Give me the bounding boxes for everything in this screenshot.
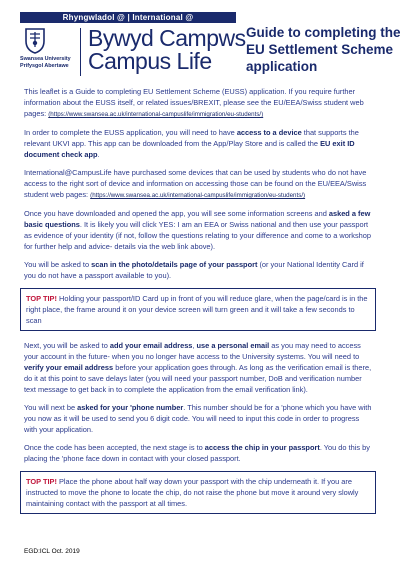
university-name-cy: Prifysgol Abertawe: [20, 62, 69, 69]
email-text-a: Next, you will be asked to: [24, 341, 110, 350]
questions-text-c: . It is likely you will click YES: I am an EEA or Swiss national and then use your passport as evidence of your identity (if not, follow the questions relating to your difference and come to a workshop for further help and advice- details via the web link above).: [24, 220, 372, 251]
top-tip-label: TOP TIP!: [26, 294, 57, 303]
device-text-e: .: [97, 150, 100, 159]
email-text-g: before your application goes through. As long as the verification email is there, do it at this point to save delays later (you will need your passport number, DoB and verification number text message to get back in to complete the application from the email verification link).: [24, 363, 372, 394]
devices-text: International@CampusLife have purchased some devices that can be used by students who do not have access to the right sort of device and information on accessing those can be found on the EU/EEA/Swiss student web pages:: [24, 168, 367, 199]
paragraph-email: [24, 340, 372, 395]
top-tip-text: Holding your passport/ID Card up in front of you will reduce glare, when the page/card is in the right place, the frame around it on your device screen will turn green and it will take a few seconds to scan: [26, 294, 368, 325]
paragraph-chip: [24, 442, 372, 464]
top-tip-text: Place the phone about half way down your passport with the chip underneath it. If you are instructed to move the phone to locate the chip, do not raise the phone but move it around very slowly maintaining contact with the passport at all times.: [26, 477, 359, 508]
intro-text: This leaflet is a Guide to completing EU Settlement Scheme (EUSS) application. If you require further information about the EUSS itself, or related issues/BREXIT, please see the EU/EEA/Swiss student web pages:: [24, 87, 364, 118]
paragraph-questions: [24, 208, 372, 252]
paragraph-device: [24, 127, 372, 160]
device-text-a: In order to complete the EUSS application, you will need to have: [24, 128, 237, 137]
paragraph-intro: [24, 86, 372, 120]
university-name-en: Swansea University: [20, 56, 71, 62]
scan-text-c: (or your National Identity Card if you do not have a passport available to you).: [24, 260, 364, 280]
chip-emphasis: access the chip in your passport: [204, 443, 320, 452]
bilingual-strip: Rhyngwladol @ | International @: [20, 12, 236, 23]
phone-emphasis: asked for your 'phone number: [77, 403, 184, 412]
scan-emphasis: scan in the photo/details page of your passport: [91, 260, 258, 269]
brand-line-welsh: Bywyd Campws: [88, 25, 246, 51]
footer-reference: EGD:ICL Oct. 2019: [24, 548, 80, 555]
leaflet-body: [24, 86, 372, 523]
chip-text-a: Once the code has been accepted, the next stage is to: [24, 443, 205, 452]
eu-students-link-2[interactable]: (https://www.swansea.ac.uk/international-campuslife/immigration/eu-students/): [90, 192, 306, 199]
top-tip-label: TOP TIP!: [26, 477, 57, 486]
scan-text-a: You will be asked to: [24, 260, 92, 269]
top-tip-scan: [20, 288, 376, 331]
paragraph-devices-available: [24, 167, 372, 201]
brand-wordmark: [88, 25, 246, 74]
phone-text-a: You will next be: [24, 403, 78, 412]
campus-life-logo: [20, 12, 246, 76]
paragraph-phone: [24, 402, 372, 435]
chip-text-c: . You do this by placing the 'phone face down in contact with your closed passport.: [24, 443, 370, 463]
questions-emphasis: asked a few basic questions: [24, 209, 371, 229]
device-text-c: that supports the relevant UKVI app. This app can be downloaded from the App/Play Store and is called the: [24, 128, 359, 148]
page-title: Guide to completing the EU Settlement Scheme application: [246, 25, 400, 74]
university-name: [20, 56, 76, 69]
email-emphasis-add: add your email address: [109, 341, 193, 350]
email-emphasis-verify: verify your email address: [24, 363, 114, 372]
email-text-c: ,: [192, 341, 197, 350]
email-text-e: as you may need to access your account in the future- when you no longer have access to the University systems. You will need to: [24, 341, 361, 361]
university-crest-icon: [24, 27, 46, 54]
header: [20, 10, 400, 78]
top-tip-chip: [20, 471, 376, 514]
phone-text-c: . This number should be for a 'phone which you have with you now as it will be used to send you 6 digit code. You will need to input this code in order to progress with your application.: [24, 403, 372, 434]
app-name: EU exit ID document check app: [24, 139, 355, 159]
brand-line-english: Campus Life: [88, 48, 212, 74]
brand-divider: [80, 28, 81, 76]
email-emphasis-personal: use a personal email: [196, 341, 270, 350]
paragraph-scan: [24, 259, 372, 281]
device-emphasis: access to a device: [236, 128, 302, 137]
questions-text-a: Once you have downloaded and opened the app, you will see some information screens and: [24, 209, 329, 218]
eu-students-link[interactable]: (https://www.swansea.ac.uk/international-campuslife/immigration/eu-students/): [48, 111, 264, 118]
